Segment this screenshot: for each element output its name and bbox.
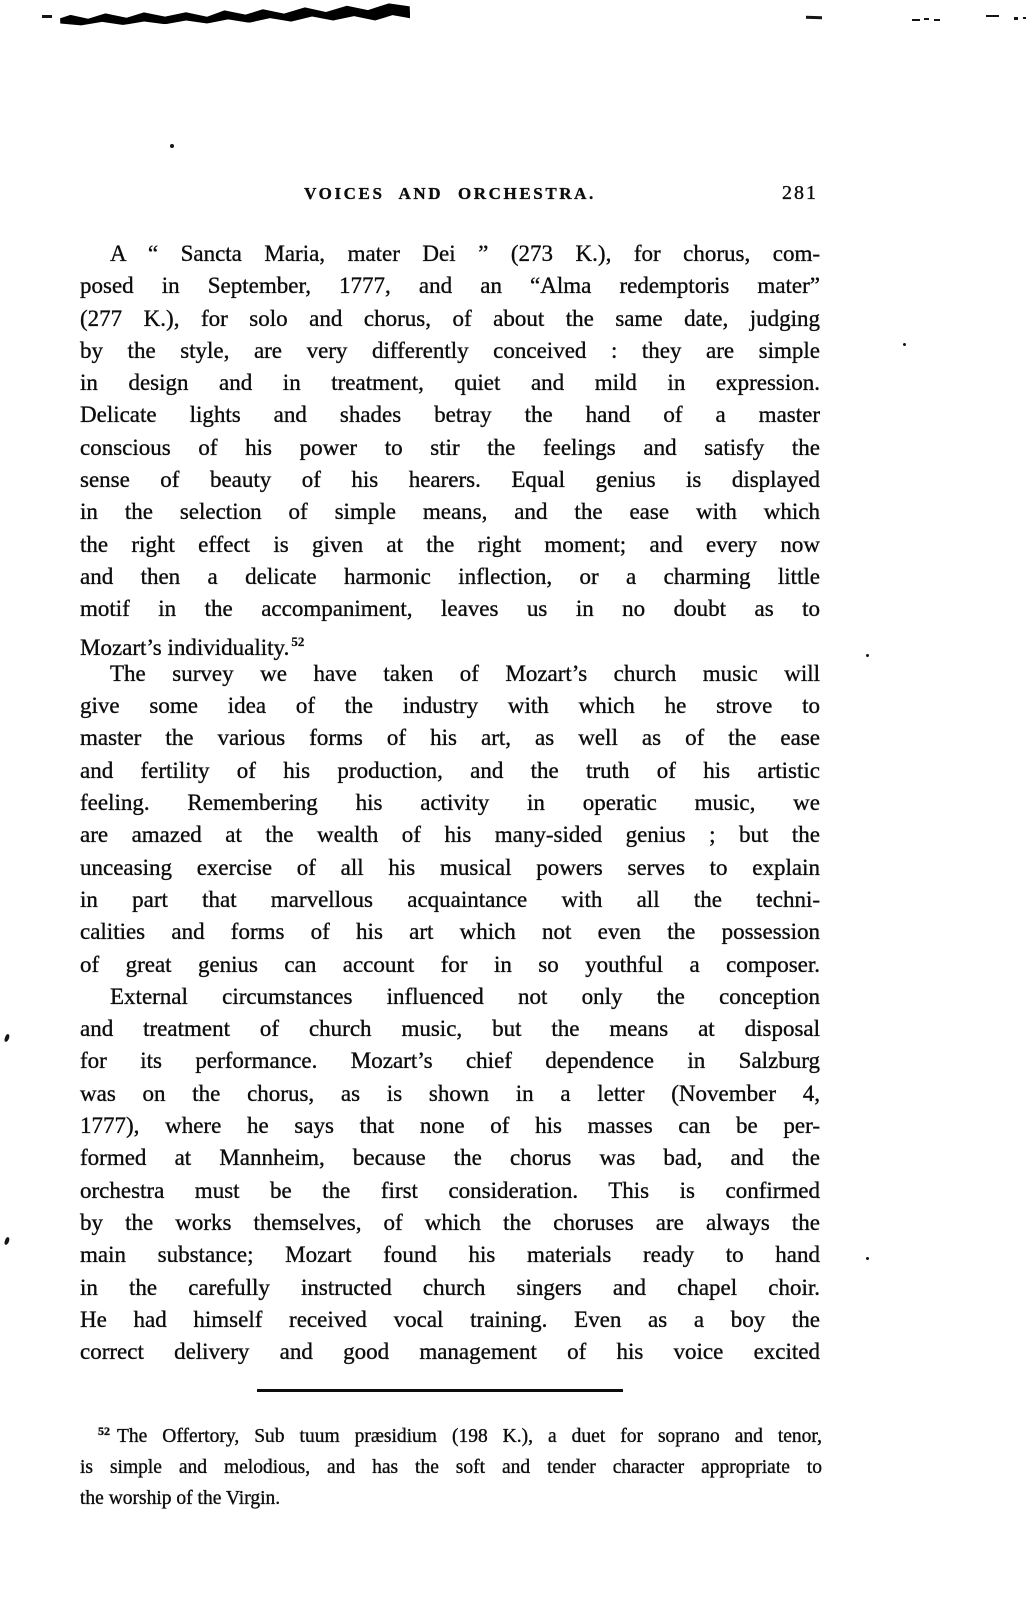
text-line-text: Mozart’s individuality.: [80, 634, 290, 660]
text-line: feeling. Remembering his activity in operatic music, we: [80, 790, 820, 816]
scan-speck: [924, 18, 929, 20]
text-line: by the works themselves, of which the choruses are always the: [80, 1209, 820, 1235]
text-line: in design and in treatment, quiet and mild in expression.: [80, 370, 820, 396]
scan-speck: [42, 15, 52, 18]
footnote-line: is simple and melodious, and has the soft and tender character appropriate to: [80, 1457, 822, 1478]
text-line: A “ Sancta Maria, mater Dei ” (273 K.), for chorus, com-: [110, 241, 820, 266]
text-line: unceasing exercise of all his musical powers serves to explain: [80, 854, 820, 880]
text-line: [80, 626, 820, 658]
scan-speck: [986, 15, 999, 17]
footnote-line: the worship of the Virgin.: [80, 1488, 281, 1509]
scan-speck: [866, 654, 869, 657]
text-line: main substance; Mozart found his materials ready to hand: [80, 1242, 820, 1268]
scan-speck: [806, 16, 822, 20]
text-line: was on the chorus, as is shown in a letter (November 4,: [80, 1080, 820, 1106]
text-line: calities and forms of his art which not even the possession: [80, 919, 820, 945]
text-line: in the carefully instructed church singers and chapel choir.: [80, 1274, 820, 1300]
scan-speck: [1023, 17, 1026, 19]
text-line: External circumstances influenced not only the conception: [110, 983, 820, 1009]
text-line: conscious of his power to stir the feelings and satisfy the: [80, 434, 820, 460]
page-header: [80, 184, 820, 210]
text-line: master the various forms of his art, as well as of the ease: [80, 725, 820, 751]
paragraph: [80, 238, 820, 658]
text-line: are amazed at the wealth of his many-sided genius ; but the: [80, 822, 820, 848]
text-line: and then a delicate harmonic inflection, or a charming little: [80, 563, 820, 589]
footnote-marker: 52: [98, 1424, 110, 1438]
text-line: and treatment of church music, but the means at disposal: [80, 1016, 820, 1042]
text-line: correct delivery and good management of his voice excited: [80, 1339, 820, 1365]
page-body: [80, 238, 820, 1368]
page-number: 281: [782, 182, 818, 204]
text-line: motif in the accompaniment, leaves us in no doubt as to: [80, 596, 820, 622]
text-line: sense of beauty of his hearers. Equal genius is displayed: [80, 467, 820, 493]
paragraph: [80, 658, 820, 981]
scan-speck: [866, 1257, 869, 1260]
footnote-line: [80, 1416, 822, 1452]
text-line: 1777), where he says that none of his masses can be per-: [80, 1113, 820, 1139]
text-line: orchestra must be the first consideration. This is confirmed: [80, 1177, 820, 1203]
footnote-text: The Offertory, Sub tuum præsidium (198 K.), a duet for soprano and tenor,: [117, 1426, 822, 1447]
text-line: Delicate lights and shades betray the hand of a master: [80, 402, 820, 428]
footnote: [80, 1416, 822, 1514]
scan-speck: [170, 144, 174, 148]
scan-speck: [1014, 17, 1018, 20]
text-line: formed at Mannheim, because the chorus was bad, and the: [80, 1145, 820, 1171]
text-line: He had himself received vocal training. Even as a boy the: [80, 1306, 820, 1332]
text-line: The survey we have taken of Mozart’s church music will: [110, 660, 820, 686]
text-line: in the selection of simple means, and the ease with which: [80, 499, 820, 525]
scan-speck: [912, 19, 920, 21]
footnote-ref: 52: [291, 633, 305, 649]
text-line: in part that marvellous acquaintance with all the techni-: [80, 886, 820, 912]
text-line: (277 K.), for solo and chorus, of about the same date, judging: [80, 305, 820, 331]
text-line: posed in September, 1777, and an “Alma redemptoris mater”: [80, 273, 820, 299]
text-line: give some idea of the industry with which he strove to: [80, 693, 820, 719]
scan-speck: [4, 1034, 10, 1043]
scan-artifact-top-smudge: [60, 3, 410, 26]
footnote-separator: [257, 1389, 623, 1392]
scan-speck: [903, 343, 906, 346]
scan-speck: [934, 19, 940, 21]
paragraph: [80, 981, 820, 1369]
scan-speck: [4, 1237, 10, 1246]
text-line: for its performance. Mozart’s chief dependence in Salzburg: [80, 1048, 820, 1074]
text-line: and fertility of his production, and the truth of his artistic: [80, 757, 820, 783]
running-title: VOICES AND ORCHESTRA.: [304, 184, 596, 203]
text-line: the right effect is given at the right moment; and every now: [80, 531, 820, 557]
text-line: by the style, are very differently conceived : they are simple: [80, 337, 820, 363]
text-line: of great genius can account for in so youthful a composer.: [80, 951, 820, 977]
